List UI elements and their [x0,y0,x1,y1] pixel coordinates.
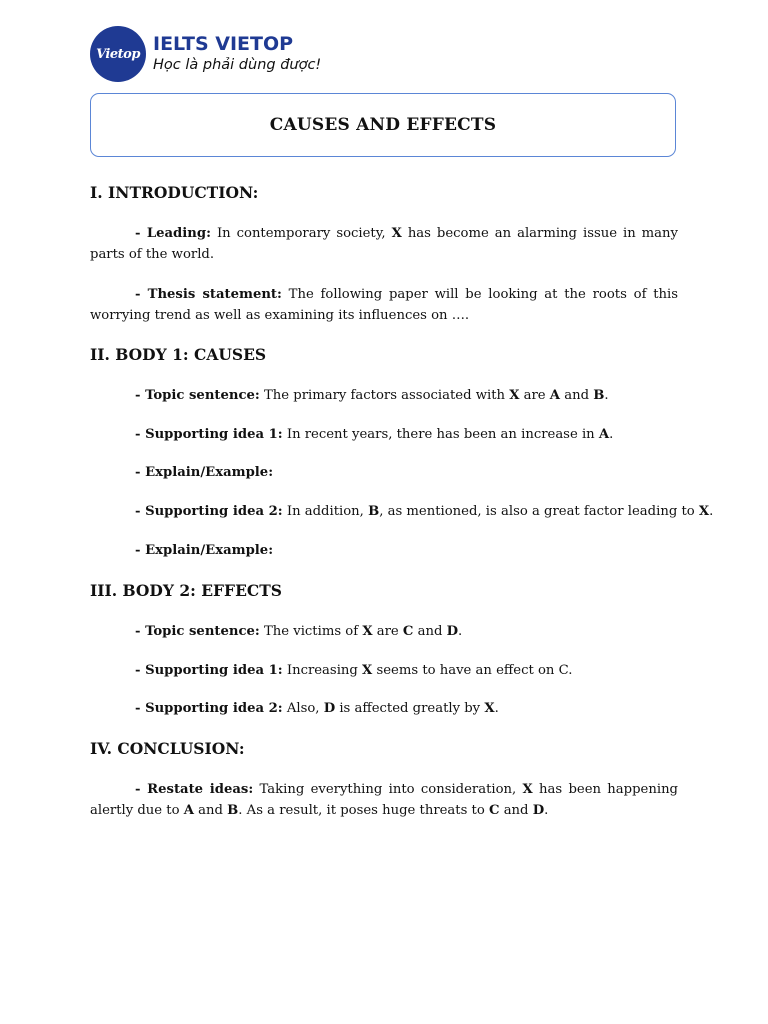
body1-support1-text-2: . [609,427,614,442]
body1-topic-label: - Topic sentence: [135,388,260,403]
body1-explain2-paragraph [90,540,678,561]
brand-tagline: Học là phải dùng được! [153,57,322,73]
leading-label: - Leading: [135,226,211,241]
body2-support2-text: Also, [282,701,324,716]
body1-support2-text: In addition, [282,504,369,519]
body1-topic-b: B [593,388,605,403]
restate-text-6: . [544,803,549,818]
conclusion-heading: IV. CONCLUSION: [90,739,245,758]
restate-text-3: and [193,803,228,818]
body2-support2-text-3: . [494,701,499,716]
body1-topic-text: The primary factors associated with [259,388,510,403]
leading-text: In contemporary society, [210,226,392,241]
body1-support1-text: In recent years, there has been an increase in [282,427,599,442]
body2-support2-paragraph [90,698,678,719]
body2-support2-label: - Supporting idea 2: [135,701,283,716]
body2-topic-label: - Topic sentence: [135,624,260,639]
body2-topic-text-4: . [458,624,463,639]
body2-topic-c: C [402,624,414,639]
leading-text-end: has become an alarming issue in many parts of the world. [90,226,678,262]
page-title: CAUSES AND EFFECTS [269,115,497,135]
body1-topic-text-4: . [604,388,609,403]
intro-leading-paragraph [90,223,678,265]
body1-explain1-paragraph [90,462,678,483]
body2-support2-x: X [484,701,495,716]
body1-explain2-label: - Explain/Example: [135,543,274,558]
body2-support1-text-2: seems to have an effect on C. [372,663,573,678]
body1-topic-x: X [509,388,520,403]
body2-support2-text-2: is affected greatly by [335,701,485,716]
body1-support2-text-3: . [709,504,714,519]
logo-text: Vietop [96,46,140,62]
restate-a: A [183,803,194,818]
title-box [90,93,676,157]
restate-text-5: and [499,803,533,818]
body2-topic-d: D [446,624,459,639]
body1-topic-paragraph [90,385,678,406]
body2-topic-text-3: and [413,624,447,639]
body2-topic-paragraph [90,621,678,642]
body2-topic-text: The victims of [259,624,363,639]
brand-name: IELTS VIETOP [153,33,294,55]
thesis-text: The following paper will be looking at the roots of this worrying trend as well as examining its influences on …. [90,287,678,323]
restate-b: B [227,803,239,818]
body1-topic-text-2: are [519,388,550,403]
vietop-logo [90,26,146,82]
intro-heading: I. INTRODUCTION: [90,183,259,202]
leading-x: X [391,226,402,241]
intro-thesis-paragraph [90,284,678,326]
restate-text-2: has been happening alertly due to [90,782,678,818]
brand-header [90,24,321,84]
body2-heading: III. BODY 2: EFFECTS [90,581,282,600]
conclusion-restate-paragraph [90,779,678,821]
body1-support2-b: B [368,504,380,519]
restate-text-4: . As a result, it poses huge threats to [238,803,489,818]
restate-d: D [532,803,545,818]
body2-support1-label: - Supporting idea 1: [135,663,283,678]
restate-x: X [522,782,533,797]
body2-topic-x: X [362,624,373,639]
body2-topic-text-2: are [372,624,403,639]
body2-support1-x: X [362,663,373,678]
thesis-label: - Thesis statement: [135,287,282,302]
body1-support2-text-2: , as mentioned, is also a great factor leading to [379,504,699,519]
body1-support2-x: X [698,504,710,519]
body2-support1-text: Increasing [282,663,363,678]
body1-heading: II. BODY 1: CAUSES [90,345,267,364]
body1-support2-paragraph [90,501,714,522]
body1-support2-label: - Supporting idea 2: [135,504,283,519]
body1-support1-paragraph [90,424,678,445]
restate-label: - Restate ideas: [135,782,254,797]
body1-support1-label: - Supporting idea 1: [135,427,283,442]
body1-support1-a: A [598,427,610,442]
body1-explain1-label: - Explain/Example: [135,465,274,480]
restate-text: Taking everything into consideration, [253,782,523,797]
brand-block [153,33,321,75]
restate-c: C [489,803,500,818]
body1-topic-text-3: and [560,388,594,403]
body1-topic-a: A [549,388,561,403]
body2-support2-d: D [323,701,336,716]
body2-support1-paragraph [90,660,678,681]
